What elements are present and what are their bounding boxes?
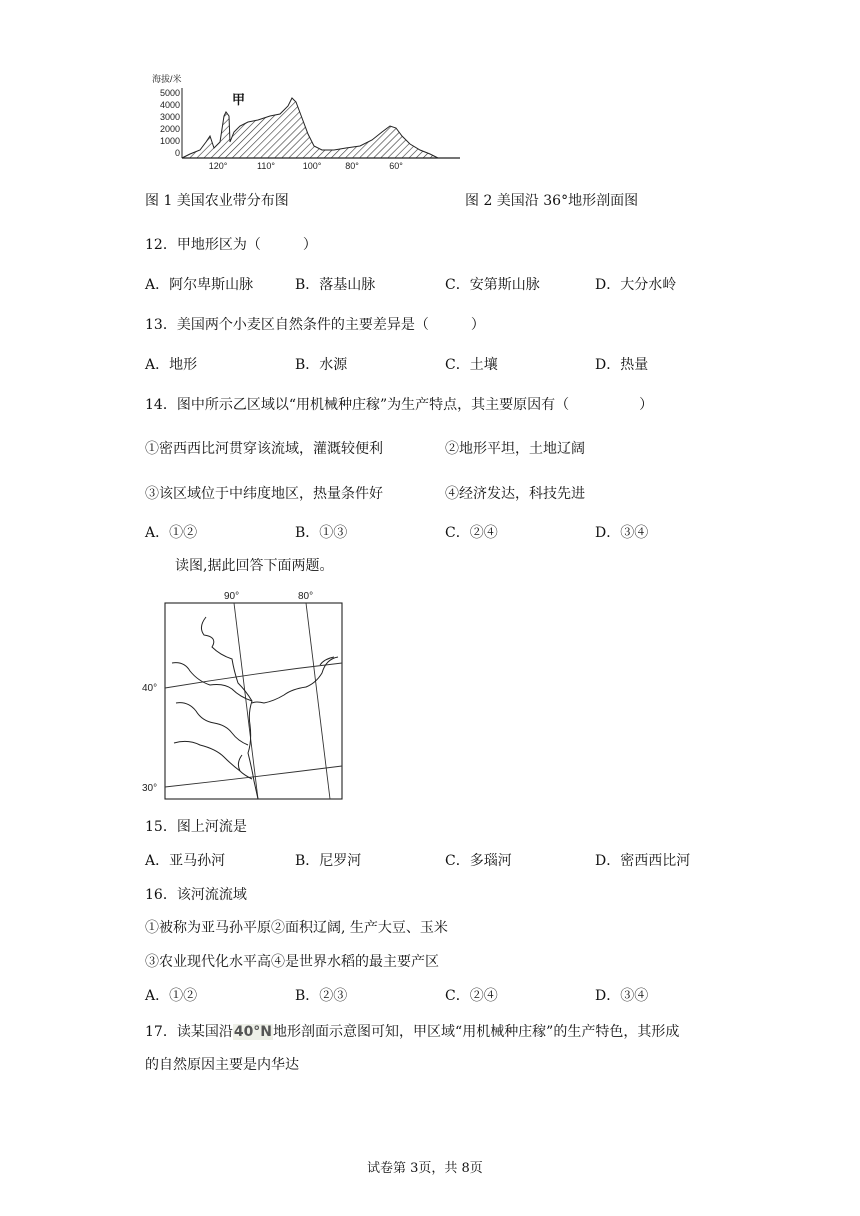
x-tick: 100° bbox=[302, 161, 322, 171]
q16-option-b[interactable]: B．②③ bbox=[295, 988, 348, 1004]
q12-option-a[interactable]: A．阿尔卑斯山脉 bbox=[145, 277, 254, 293]
q15-option-d[interactable]: D．密西西比河 bbox=[595, 853, 691, 869]
q16-line2: ③农业现代化水平高④是世界水稻的最主要产区 bbox=[145, 954, 439, 970]
river-ohio bbox=[252, 657, 338, 703]
q16-option-a[interactable]: A．①② bbox=[145, 988, 198, 1004]
river-upper bbox=[201, 617, 258, 799]
q14-item-3: ③该区域位于中纬度地区，热量条件好 bbox=[145, 486, 383, 502]
parallel-40 bbox=[165, 663, 342, 688]
q14-stem: 14．图中所示乙区域以“用机械种庄稼”为生产特点，其主要原因有（ ） bbox=[145, 397, 654, 413]
q16-line1: ①被称为亚马孙平原②面积辽阔, 生产大豆、玉米 bbox=[145, 920, 448, 936]
y-tick: 5000 bbox=[159, 88, 180, 98]
q15-option-a[interactable]: A．亚马孙河 bbox=[145, 853, 226, 869]
q13-option-b[interactable]: B．水源 bbox=[295, 357, 348, 373]
river-map-figure bbox=[140, 585, 355, 805]
terrain-profile-figure bbox=[150, 70, 470, 175]
q14-option-d[interactable]: D．③④ bbox=[595, 525, 649, 541]
profile-y-ticks bbox=[160, 88, 180, 158]
q14-option-a[interactable]: A．①② bbox=[145, 525, 198, 541]
profile-x-ticks bbox=[209, 161, 404, 171]
q15-stem: 15．图上河流是 bbox=[145, 819, 247, 835]
caption-fig1: 图 1 美国农业带分布图 bbox=[145, 193, 289, 209]
q16-option-c[interactable]: C．②④ bbox=[445, 988, 498, 1004]
x-tick: 110° bbox=[257, 161, 275, 171]
q14-item-1: ①密西西比河贯穿该流域，灌溉较便利 bbox=[145, 441, 383, 457]
intro-text: 读图,据此回答下面两题。 bbox=[175, 558, 334, 574]
q12-stem: 12．甲地形区为（ ） bbox=[145, 237, 317, 253]
q13-option-d[interactable]: D．热量 bbox=[595, 357, 649, 373]
q17-line2: 的自然原因主要是内华达 bbox=[145, 1057, 299, 1073]
page-footer: 试卷第 3页，共 8页 bbox=[367, 1161, 483, 1176]
y-tick: 2000 bbox=[159, 124, 180, 134]
caption-fig2: 图 2 美国沿 36°地形剖面图 bbox=[465, 193, 639, 209]
y-tick: 3000 bbox=[159, 112, 180, 122]
q15-option-b[interactable]: B．尼罗河 bbox=[295, 853, 362, 869]
q17-stem bbox=[145, 1023, 679, 1041]
map-lat-30: 30° bbox=[142, 783, 158, 794]
y-tick: 4000 bbox=[159, 100, 180, 110]
q16-stem: 16．该河流流域 bbox=[145, 887, 247, 903]
q12-option-c[interactable]: C．安第斯山脉 bbox=[445, 277, 540, 293]
q14-item-2: ②地形平坦，土地辽阔 bbox=[445, 441, 585, 457]
q13-stem: 13．美国两个小麦区自然条件的主要差异是（ ） bbox=[145, 317, 485, 333]
q17-stem-post: 地形剖面示意图可知，甲区域“用机械种庄稼”的生产特色，其形成 bbox=[273, 1024, 680, 1040]
river-missouri-south bbox=[176, 703, 248, 745]
q15-option-c[interactable]: C．多瑙河 bbox=[445, 853, 512, 869]
terrain-profile bbox=[182, 98, 438, 158]
q17-stem-pre: 17．读某国沿 bbox=[145, 1024, 233, 1040]
q14-item-4: ④经济发达，科技先进 bbox=[445, 486, 585, 502]
x-tick: 120° bbox=[208, 161, 228, 171]
q17-tag-40n: 40°N bbox=[233, 1024, 273, 1040]
q16-option-d[interactable]: D．③④ bbox=[595, 988, 649, 1004]
y-tick: 0 bbox=[174, 148, 180, 158]
q13-option-a[interactable]: A．地形 bbox=[145, 357, 198, 373]
q14-option-c[interactable]: C．②④ bbox=[445, 525, 498, 541]
river-arkansas bbox=[174, 741, 252, 779]
x-tick: 60° bbox=[389, 161, 403, 171]
x-tick: 80° bbox=[345, 161, 359, 171]
q12-option-b[interactable]: B．落基山脉 bbox=[295, 277, 376, 293]
map-lat-40: 40° bbox=[142, 683, 158, 694]
profile-y-label: 海拔/米 bbox=[152, 74, 182, 84]
q14-option-b[interactable]: B．①③ bbox=[295, 525, 348, 541]
map-lon-80: 80° bbox=[298, 591, 314, 602]
y-tick: 1000 bbox=[159, 136, 180, 146]
q12-option-d[interactable]: D．大分水岭 bbox=[595, 277, 677, 293]
river-western-trib bbox=[172, 663, 252, 701]
profile-marker-jia: 甲 bbox=[232, 92, 246, 107]
map-lon-90: 90° bbox=[224, 591, 240, 602]
river-small-trib bbox=[238, 755, 242, 771]
q13-option-c[interactable]: C．土壤 bbox=[445, 357, 498, 373]
